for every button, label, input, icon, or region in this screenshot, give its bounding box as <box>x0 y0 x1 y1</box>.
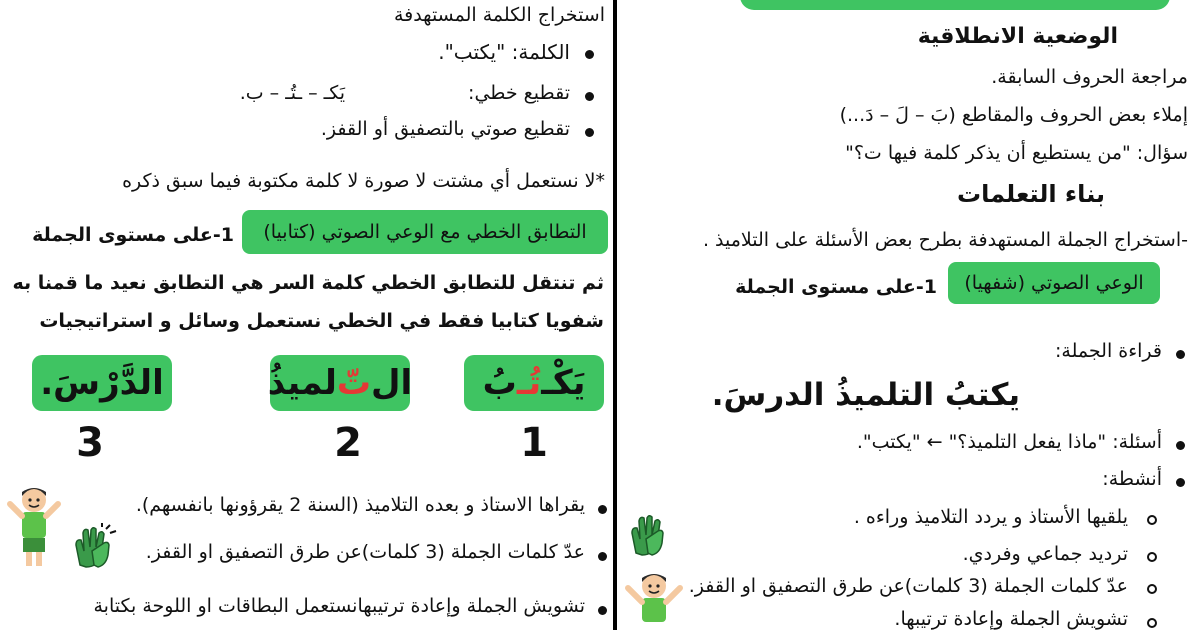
written-seg-bullet <box>585 92 594 101</box>
column-divider <box>613 0 617 630</box>
right-question: سؤال: "من يستطيع أن يذكر كلمة فيها ت؟" <box>845 142 1188 164</box>
word-card-1-highlight: تُـ <box>516 363 542 403</box>
left-level-label: 1-على مستوى الجملة <box>32 224 234 246</box>
activity-1-marker <box>1147 515 1157 525</box>
right-activity-4: تشويش الجملة وإعادة ترتيبها. <box>894 608 1128 630</box>
boy-cheering-icon <box>2 482 66 572</box>
word-card-2-pre: ال <box>371 363 413 403</box>
left-level-box-text: التطابق الخطي مع الوعي الصوتي (كتابيا) <box>263 221 587 243</box>
activity-4-marker <box>1147 618 1157 628</box>
word-number-3: 3 <box>76 420 104 466</box>
left-para-line2: شفويا كتابيا فقط في الخطي نستعمل وسائل و استراتيجيات <box>39 310 604 332</box>
word-card-3-text: الدَّرْسَ. <box>40 363 164 403</box>
left-bullet-2-text: عدّ كلمات الجملة (3 كلمات)عن طرق التصفيق او القفز. <box>145 541 585 563</box>
clapping-hands-icon <box>628 513 676 557</box>
right-activity-3: عدّ كلمات الجملة (3 كلمات)عن طرق التصفيق او القفز. <box>688 575 1128 597</box>
phonetic-seg-bullet <box>585 128 594 137</box>
left-written-seg-value: يَكـ – ـتُـ – ب. <box>239 82 345 104</box>
activities-bullet <box>1176 478 1185 487</box>
right-activities-label: أنشطة: <box>1102 468 1162 490</box>
word-card-2-post: لميذُ <box>267 363 337 403</box>
left-heading: استخراج الكلمة المستهدفة <box>393 4 605 26</box>
right-level-box-text: الوعي الصوتي (شفهيا) <box>964 272 1144 294</box>
left-bullet-1 <box>598 505 607 514</box>
word-bullet <box>585 50 594 59</box>
right-level-box <box>948 262 1160 304</box>
word-card-1-pre: يَكْـ <box>541 363 586 403</box>
word-card-2 <box>267 355 413 411</box>
activity-3-marker <box>1147 584 1157 594</box>
right-activity-2: ترديد جماعي وفردي. <box>962 543 1128 565</box>
right-questions: أسئلة: "ماذا يفعل التلميذ؟" ← "يكتب". <box>856 431 1162 453</box>
word-card-3 <box>32 355 172 411</box>
right-top-heading: الوضعية الانطلاقية <box>917 24 1118 49</box>
clapping-hands-icon <box>72 523 122 569</box>
boy-cheering-icon <box>622 568 686 630</box>
word-number-2: 2 <box>334 420 362 466</box>
right-sentence: يكتبُ التلميذُ الدرسَ. <box>711 377 1020 413</box>
left-bullet-2 <box>598 552 607 561</box>
word-number-1: 1 <box>520 420 548 466</box>
right-dictation: إملاء بعض الحروف والمقاطع (بَ – لَ – دَ...) <box>839 104 1188 126</box>
right-level-label: 1-على مستوى الجملة <box>735 276 937 298</box>
left-note: *لا نستعمل أي مشتت لا صورة لا كلمة مكتوبة فيما سبق ذكره <box>122 170 605 192</box>
left-phonetic-seg: تقطيع صوتي بالتصفيق أو القفز. <box>320 118 570 140</box>
questions-bullet <box>1176 441 1185 450</box>
left-level-box <box>242 210 608 254</box>
right-extraction: -استخراج الجملة المستهدفة بطرح بعض الأسئلة على التلاميذ . <box>702 229 1188 251</box>
left-bullet-3-text: تشويش الجملة وإعادة ترتيبهانستعمل البطاقات او اللوحة بكتابة <box>93 595 585 617</box>
word-card-1 <box>464 355 604 411</box>
reading-bullet <box>1176 350 1185 359</box>
right-activity-1: يلقيها الأستاذ و يردد التلاميذ وراءه . <box>853 506 1128 528</box>
right-reading-label: قراءة الجملة: <box>1055 340 1162 362</box>
right-review: مراجعة الحروف السابقة. <box>991 66 1188 88</box>
word-card-2-highlight: تّ <box>336 363 372 403</box>
right-section-heading: بناء التعلمات <box>956 180 1105 208</box>
left-word: الكلمة: "يكتب". <box>438 40 570 64</box>
activity-2-marker <box>1147 552 1157 562</box>
left-written-seg-label: تقطيع خطي: <box>468 82 570 104</box>
left-bullet-1-text: يقراها الاستاذ و بعده التلاميذ (السنة 2 يقرؤونها بانفسهم). <box>135 494 585 516</box>
top-banner <box>740 0 1170 10</box>
word-card-1-post: بُ <box>482 363 517 403</box>
left-bullet-3 <box>598 606 607 615</box>
left-para-line1: ثم تنتقل للتطابق الخطي كلمة السر هي التطابق نعيد ما قمنا به <box>12 272 604 294</box>
